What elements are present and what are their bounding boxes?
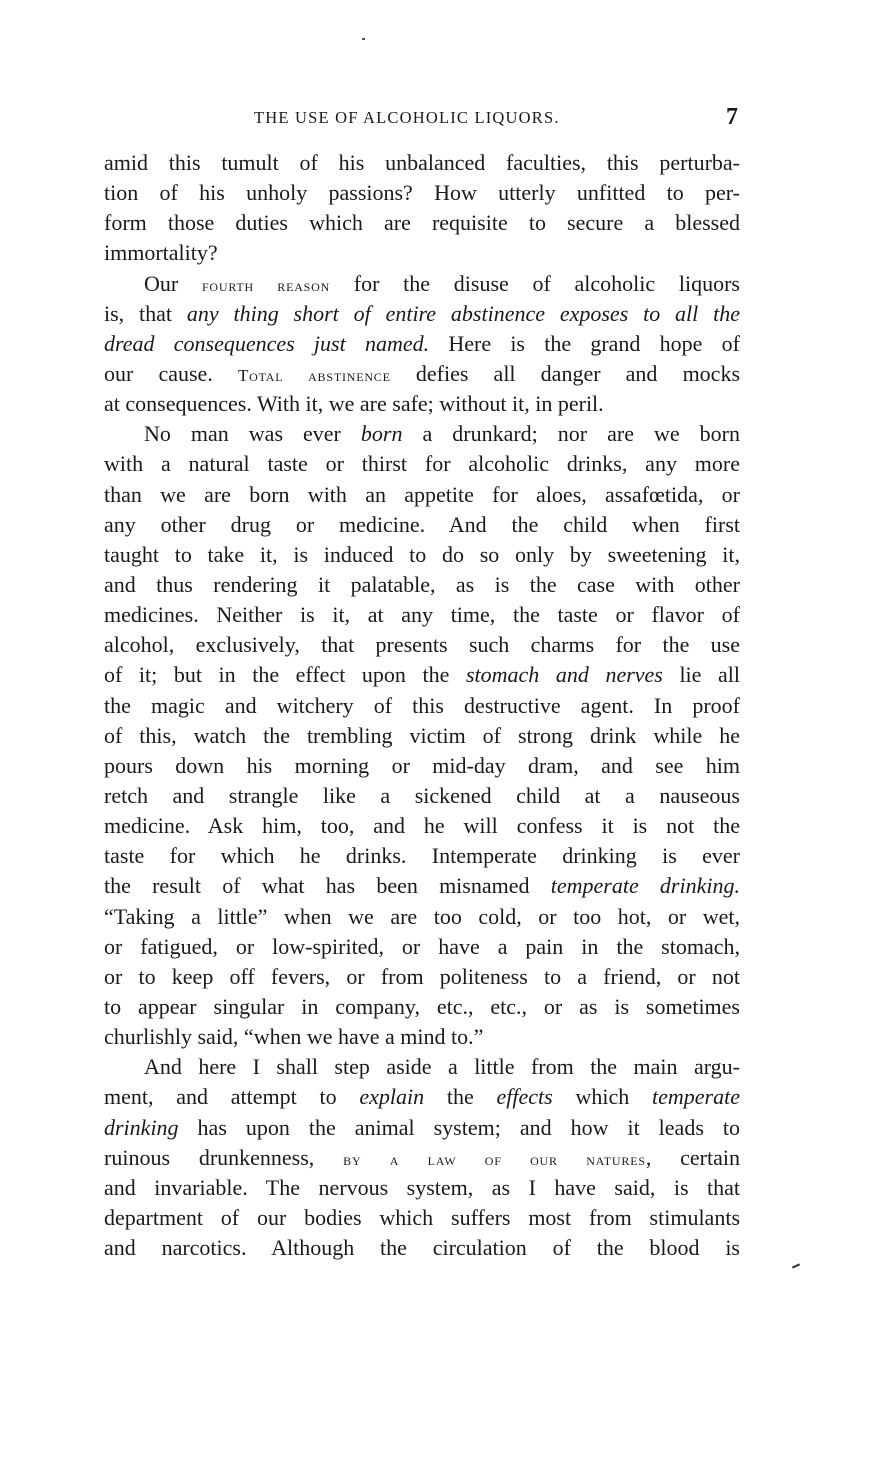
text-line: medicines. Neither is it, at any time, the taste or flavor of (104, 602, 740, 628)
text-line: tion of his unholy passions? How utterly unfitted to per- (104, 180, 740, 206)
text-line: pours down his morning or mid-day dram, and see him (104, 752, 740, 778)
text-line: “Taking a little” when we are too cold, or too hot, or wet, (104, 903, 740, 929)
text-line: Our fourth reason for the disuse of alcoholic liquors (144, 270, 740, 296)
text-line: and narcotics. Although the circulation of the blood is (104, 1235, 740, 1261)
page-body-text (104, 148, 740, 1263)
text-line: at consequences. With it, we are safe; without it, in peril. (104, 391, 604, 417)
text-line: of it; but in the effect upon the stomach and nerves lie all (104, 662, 740, 688)
text-line: than we are born with an appetite for aloes, assafœtida, or (104, 481, 740, 507)
text-line: with a natural taste or thirst for alcoholic drinks, any more (104, 451, 740, 477)
text-line: or to keep off fevers, or from politeness to a friend, or not (104, 963, 740, 989)
text-line: amid this tumult of his unbalanced faculties, this perturba- (104, 150, 740, 175)
text-line: alcohol, exclusively, that presents such charms for the use (104, 632, 740, 658)
print-speck (792, 1263, 800, 1268)
text-line: form those duties which are requisite to secure a blessed (104, 210, 740, 236)
text-line: medicine. Ask him, too, and he will confess it is not the (104, 813, 740, 839)
text-line: taught to take it, is induced to do so only by sweetening it, (104, 541, 740, 567)
print-speck (362, 38, 365, 40)
text-line: drinking has upon the animal system; and how it leads to (104, 1114, 740, 1140)
text-line: and thus rendering it palatable, as is the case with other (104, 571, 740, 597)
text-line: is, that any thing short of entire abstinence exposes to all the (104, 300, 740, 326)
text-line: the magic and witchery of this destructive agent. In proof (104, 692, 740, 718)
text-line: or fatigued, or low-spirited, or have a pain in the stomach, (104, 933, 740, 959)
text-line: the result of what has been misnamed temperate drinking. (104, 873, 740, 899)
page-header (104, 104, 740, 138)
text-line: to appear singular in company, etc., etc., or as is sometimes (104, 993, 740, 1019)
text-line: No man was ever born a drunkard; nor are we born (144, 421, 740, 447)
running-head: THE USE OF ALCOHOLIC LIQUORS. (254, 108, 560, 127)
text-line: ruinous drunkenness, by a law of our natures, certain (104, 1144, 740, 1170)
page-number: 7 (726, 104, 738, 130)
text-line: department of our bodies which suffers most from stimulants (104, 1204, 740, 1230)
text-line: our cause. Total abstinence defies all danger and mocks (104, 360, 741, 386)
text-line: And here I shall step aside a little from the main argu- (144, 1054, 740, 1080)
text-line: dread consequences just named. Here is the grand hope of (104, 330, 740, 356)
text-line: taste for which he drinks. Intemperate drinking is ever (104, 843, 740, 869)
text-line: and invariable. The nervous system, as I have said, is that (104, 1174, 740, 1200)
text-line: any other drug or medicine. And the child when first (104, 511, 740, 537)
text-line: retch and strangle like a sickened child at a nauseous (104, 782, 740, 808)
text-line: of this, watch the trembling victim of strong drink while he (104, 722, 740, 748)
text-line: churlishly said, “when we have a mind to.” (104, 1024, 484, 1050)
text-line: immortality? (104, 240, 218, 266)
text-line: ment, and attempt to explain the effects which temperate (104, 1084, 740, 1110)
